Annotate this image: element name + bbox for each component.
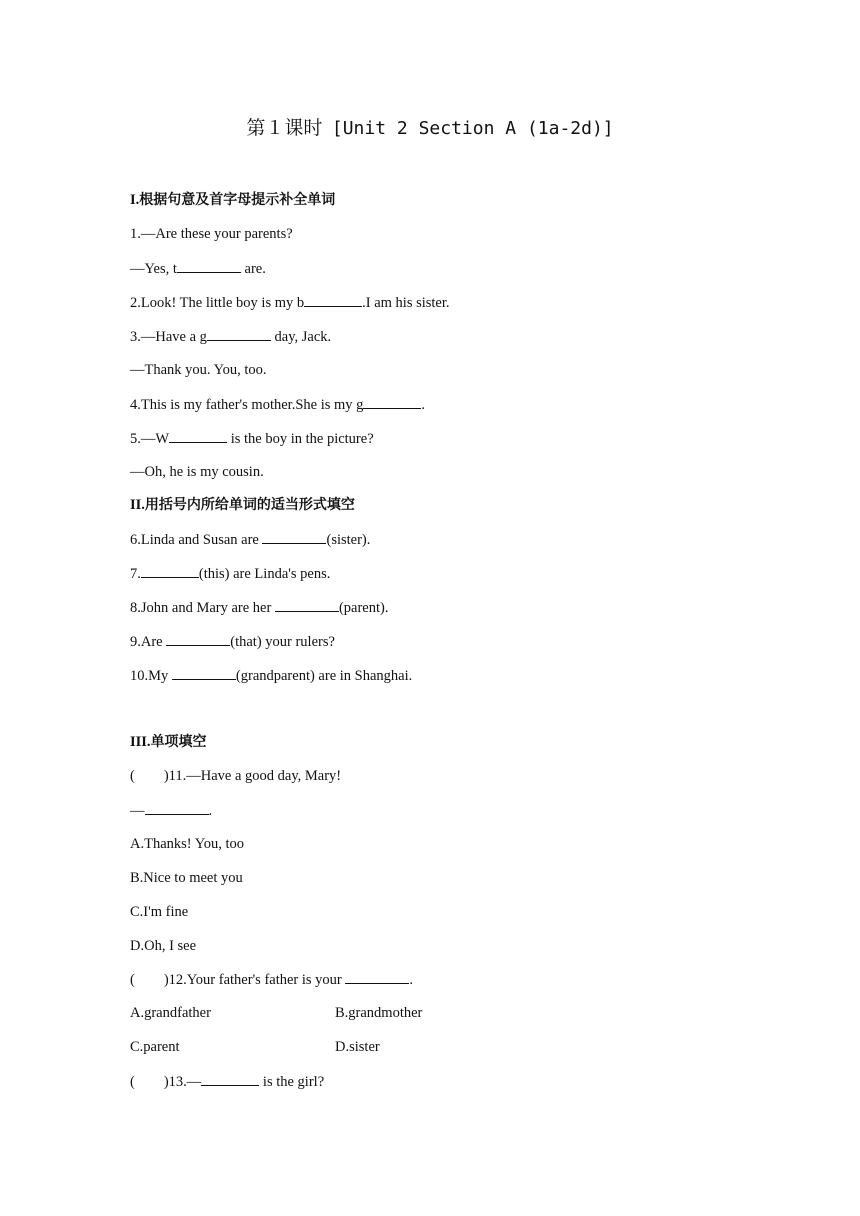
q10-text-post: (grandparent) are in Shanghai. bbox=[235, 668, 413, 684]
q3-text-pre: 3.—Have a g bbox=[130, 329, 207, 345]
question-13 bbox=[130, 1072, 324, 1091]
question-9 bbox=[130, 632, 335, 651]
answer-blank[interactable] bbox=[275, 598, 339, 612]
section-1-title: 根据句意及首字母提示补全单词 bbox=[139, 192, 336, 208]
answer-blank[interactable] bbox=[172, 666, 236, 680]
question-11-answer bbox=[130, 801, 212, 820]
question-1-line-b bbox=[130, 259, 266, 278]
q2-text-pre: 2.Look! The little boy is my b bbox=[130, 295, 305, 311]
answer-blank[interactable] bbox=[166, 632, 230, 646]
question-12 bbox=[130, 970, 413, 989]
section-3-number: III. bbox=[130, 734, 151, 750]
option-12-b[interactable]: B.grandmother bbox=[335, 1005, 423, 1021]
option-12-a[interactable]: A.grandfather bbox=[130, 1005, 211, 1021]
option-11-d[interactable]: D.Oh, I see bbox=[130, 938, 197, 954]
q2-text-post: .I am his sister. bbox=[362, 295, 450, 311]
q1-text-post: are. bbox=[240, 261, 266, 277]
section-3-heading bbox=[130, 733, 207, 751]
option-11-a[interactable]: A.Thanks! You, too bbox=[130, 836, 244, 852]
q12-text-pre: ( )12.Your father's father is your bbox=[130, 972, 346, 988]
q11-dash: — bbox=[130, 803, 145, 819]
q4-text-pre: 4.This is my father's mother.She is my g bbox=[130, 397, 364, 413]
q1-text-pre: —Yes, t bbox=[130, 261, 177, 277]
option-11-b[interactable]: B.Nice to meet you bbox=[130, 870, 243, 886]
section-1-heading bbox=[130, 191, 335, 209]
question-3-line-a bbox=[130, 327, 331, 346]
section-2-title: 用括号内所给单词的适当形式填空 bbox=[144, 497, 355, 513]
section-1-number: I. bbox=[130, 192, 140, 208]
q6-text-pre: 6.Linda and Susan are bbox=[130, 532, 263, 548]
q10-text-pre: 10.My bbox=[130, 668, 172, 684]
answer-blank[interactable] bbox=[141, 564, 199, 578]
answer-blank[interactable] bbox=[177, 259, 241, 273]
question-5-line-b: —Oh, he is my cousin. bbox=[130, 464, 264, 480]
q8-text-pre: 8.John and Mary are her bbox=[130, 600, 275, 616]
option-11-c[interactable]: C.I'm fine bbox=[130, 904, 189, 920]
q7-text-post: (this) are Linda's pens. bbox=[198, 566, 331, 582]
q9-text-post: (that) your rulers? bbox=[230, 634, 335, 650]
question-6 bbox=[130, 530, 370, 549]
section-3-title: 单项填空 bbox=[150, 734, 207, 750]
unit-label: [Unit 2 Section A (1a-2d)] bbox=[331, 118, 614, 139]
lesson-label: 第１课时 bbox=[246, 117, 323, 139]
answer-blank[interactable] bbox=[262, 530, 326, 544]
question-2 bbox=[130, 293, 450, 312]
answer-blank[interactable] bbox=[201, 1072, 259, 1086]
section-2-number: II. bbox=[130, 497, 145, 513]
answer-blank[interactable] bbox=[169, 429, 227, 443]
q5-text-pre: 5.—W bbox=[130, 431, 170, 447]
q13-text-post: is the girl? bbox=[259, 1074, 325, 1090]
q9-text-pre: 9.Are bbox=[130, 634, 167, 650]
q5-text-post: is the boy in the picture? bbox=[227, 431, 374, 447]
question-8 bbox=[130, 598, 388, 617]
q3-text-post: day, Jack. bbox=[270, 329, 332, 345]
question-5-line-a bbox=[130, 429, 374, 448]
q13-text-pre: ( )13.— bbox=[130, 1074, 202, 1090]
q4-text-post: . bbox=[421, 397, 426, 413]
q12-text-post: . bbox=[409, 972, 414, 988]
option-12-d[interactable]: D.sister bbox=[335, 1039, 380, 1055]
page-title bbox=[0, 113, 860, 140]
question-10 bbox=[130, 666, 412, 685]
question-11: ( )11.—Have a good day, Mary! bbox=[130, 768, 342, 784]
q11-period: . bbox=[208, 803, 213, 819]
answer-blank[interactable] bbox=[207, 327, 271, 341]
question-4 bbox=[130, 395, 425, 414]
question-7 bbox=[130, 564, 330, 583]
q6-text-post: (sister). bbox=[326, 532, 371, 548]
answer-blank[interactable] bbox=[363, 395, 421, 409]
q7-text-pre: 7. bbox=[130, 566, 141, 582]
section-2-heading bbox=[130, 496, 355, 514]
question-1-line-a: 1.—Are these your parents? bbox=[130, 226, 293, 242]
q8-text-post: (parent). bbox=[338, 600, 389, 616]
answer-blank[interactable] bbox=[345, 970, 409, 984]
answer-blank[interactable] bbox=[145, 801, 209, 815]
question-3-line-b: —Thank you. You, too. bbox=[130, 362, 267, 378]
answer-blank[interactable] bbox=[304, 293, 362, 307]
option-12-c[interactable]: C.parent bbox=[130, 1039, 180, 1055]
